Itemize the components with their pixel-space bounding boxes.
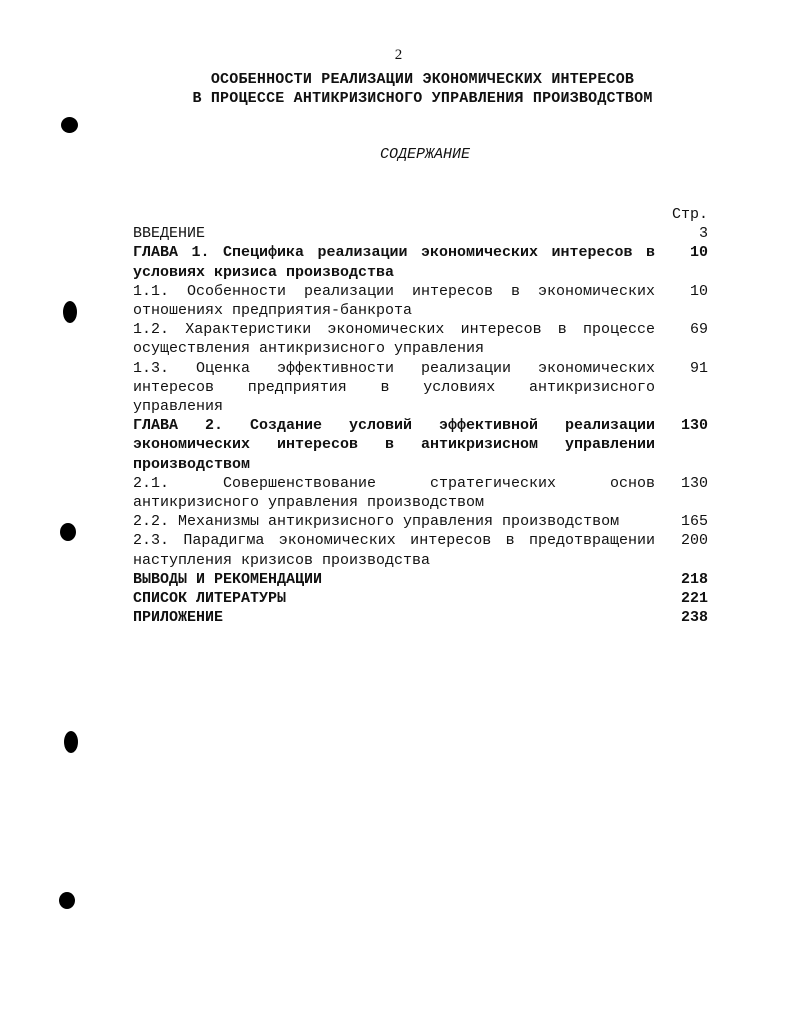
toc-entry-title: 2.3. Парадигма экономических интересов в предотвращении наступления кризисов производства (133, 532, 655, 569)
document-title (0, 70, 797, 108)
title-line-1: ОСОБЕННОСТИ РЕАЛИЗАЦИИ ЭКОНОМИЧЕСКИХ ИНТЕРЕСОВ (210, 71, 635, 88)
toc-entry (133, 589, 708, 608)
toc-entry-page: 3 (698, 225, 708, 243)
toc-entry-page: 238 (680, 609, 708, 627)
toc-entry (133, 224, 708, 243)
toc-entry (133, 416, 708, 474)
toc-entry (133, 320, 708, 358)
toc-entry-title: 1.3. Оценка эффективности реализации экономических интересов предприятия в условиях антикризисного управления (133, 359, 655, 416)
toc-entry-title: 1.1. Особенности реализации интересов в экономических отношениях предприятия-банкрота (133, 282, 655, 320)
table-of-contents (133, 205, 708, 627)
toc-entry-title: 1.2. Характеристики экономических интересов в процессе осуществления антикризисного управления (133, 321, 655, 358)
toc-entry (133, 531, 708, 569)
toc-entry (133, 512, 708, 531)
toc-entry-title: ПРИЛОЖЕНИЕ (133, 609, 224, 627)
toc-entry (133, 474, 708, 512)
punch-hole-mark (63, 301, 77, 323)
toc-header-row (133, 205, 708, 224)
toc-entry-title: ГЛАВА 2. Создание условий эффективной реализации экономических интересов в антикризисном управлении производством (133, 417, 655, 473)
toc-entry (133, 359, 708, 417)
toc-entry (133, 570, 708, 589)
title-line-2: В ПРОЦЕССЕ АНТИКРИЗИСНОГО УПРАВЛЕНИЯ ПРОИЗВОДСТВОМ (192, 90, 653, 107)
toc-entry-page: 69 (689, 321, 708, 339)
page-number: 2 (394, 47, 403, 63)
contents-heading: СОДЕРЖАНИЕ (379, 146, 470, 163)
toc-entry-title: 2.1. Совершенствование стратегических основ антикризисного управления производством (133, 474, 655, 512)
toc-entry-page: 130 (680, 474, 708, 492)
punch-hole-mark (59, 892, 75, 909)
toc-entry-page: 10 (689, 282, 708, 300)
page-column-header: Стр. (671, 206, 708, 223)
toc-entry-title: 2.2. Механизмы антикризисного управления производством (133, 513, 620, 531)
toc-entry-title: ВЫВОДЫ И РЕКОМЕНДАЦИИ (133, 570, 323, 588)
toc-entry-title: ГЛАВА 1. Специфика реализации экономических интересов в условиях кризиса производства (133, 244, 655, 281)
punch-hole-mark (64, 731, 78, 753)
toc-entry-page: 10 (689, 244, 708, 262)
toc-entry-title: СПИСОК ЛИТЕРАТУРЫ (133, 590, 287, 608)
toc-entry-page: 165 (680, 513, 708, 531)
toc-entry (133, 243, 708, 281)
toc-entry (133, 608, 708, 627)
toc-entry (133, 282, 708, 320)
toc-entry-page: 218 (680, 570, 708, 588)
toc-entry-page: 221 (680, 590, 708, 608)
toc-entry-page: 91 (689, 359, 708, 377)
toc-entry-title: ВВЕДЕНИЕ (133, 225, 206, 243)
punch-hole-mark (61, 117, 78, 133)
toc-entry-page: 130 (680, 417, 708, 435)
punch-hole-mark (60, 523, 76, 541)
toc-entry-page: 200 (680, 532, 708, 550)
